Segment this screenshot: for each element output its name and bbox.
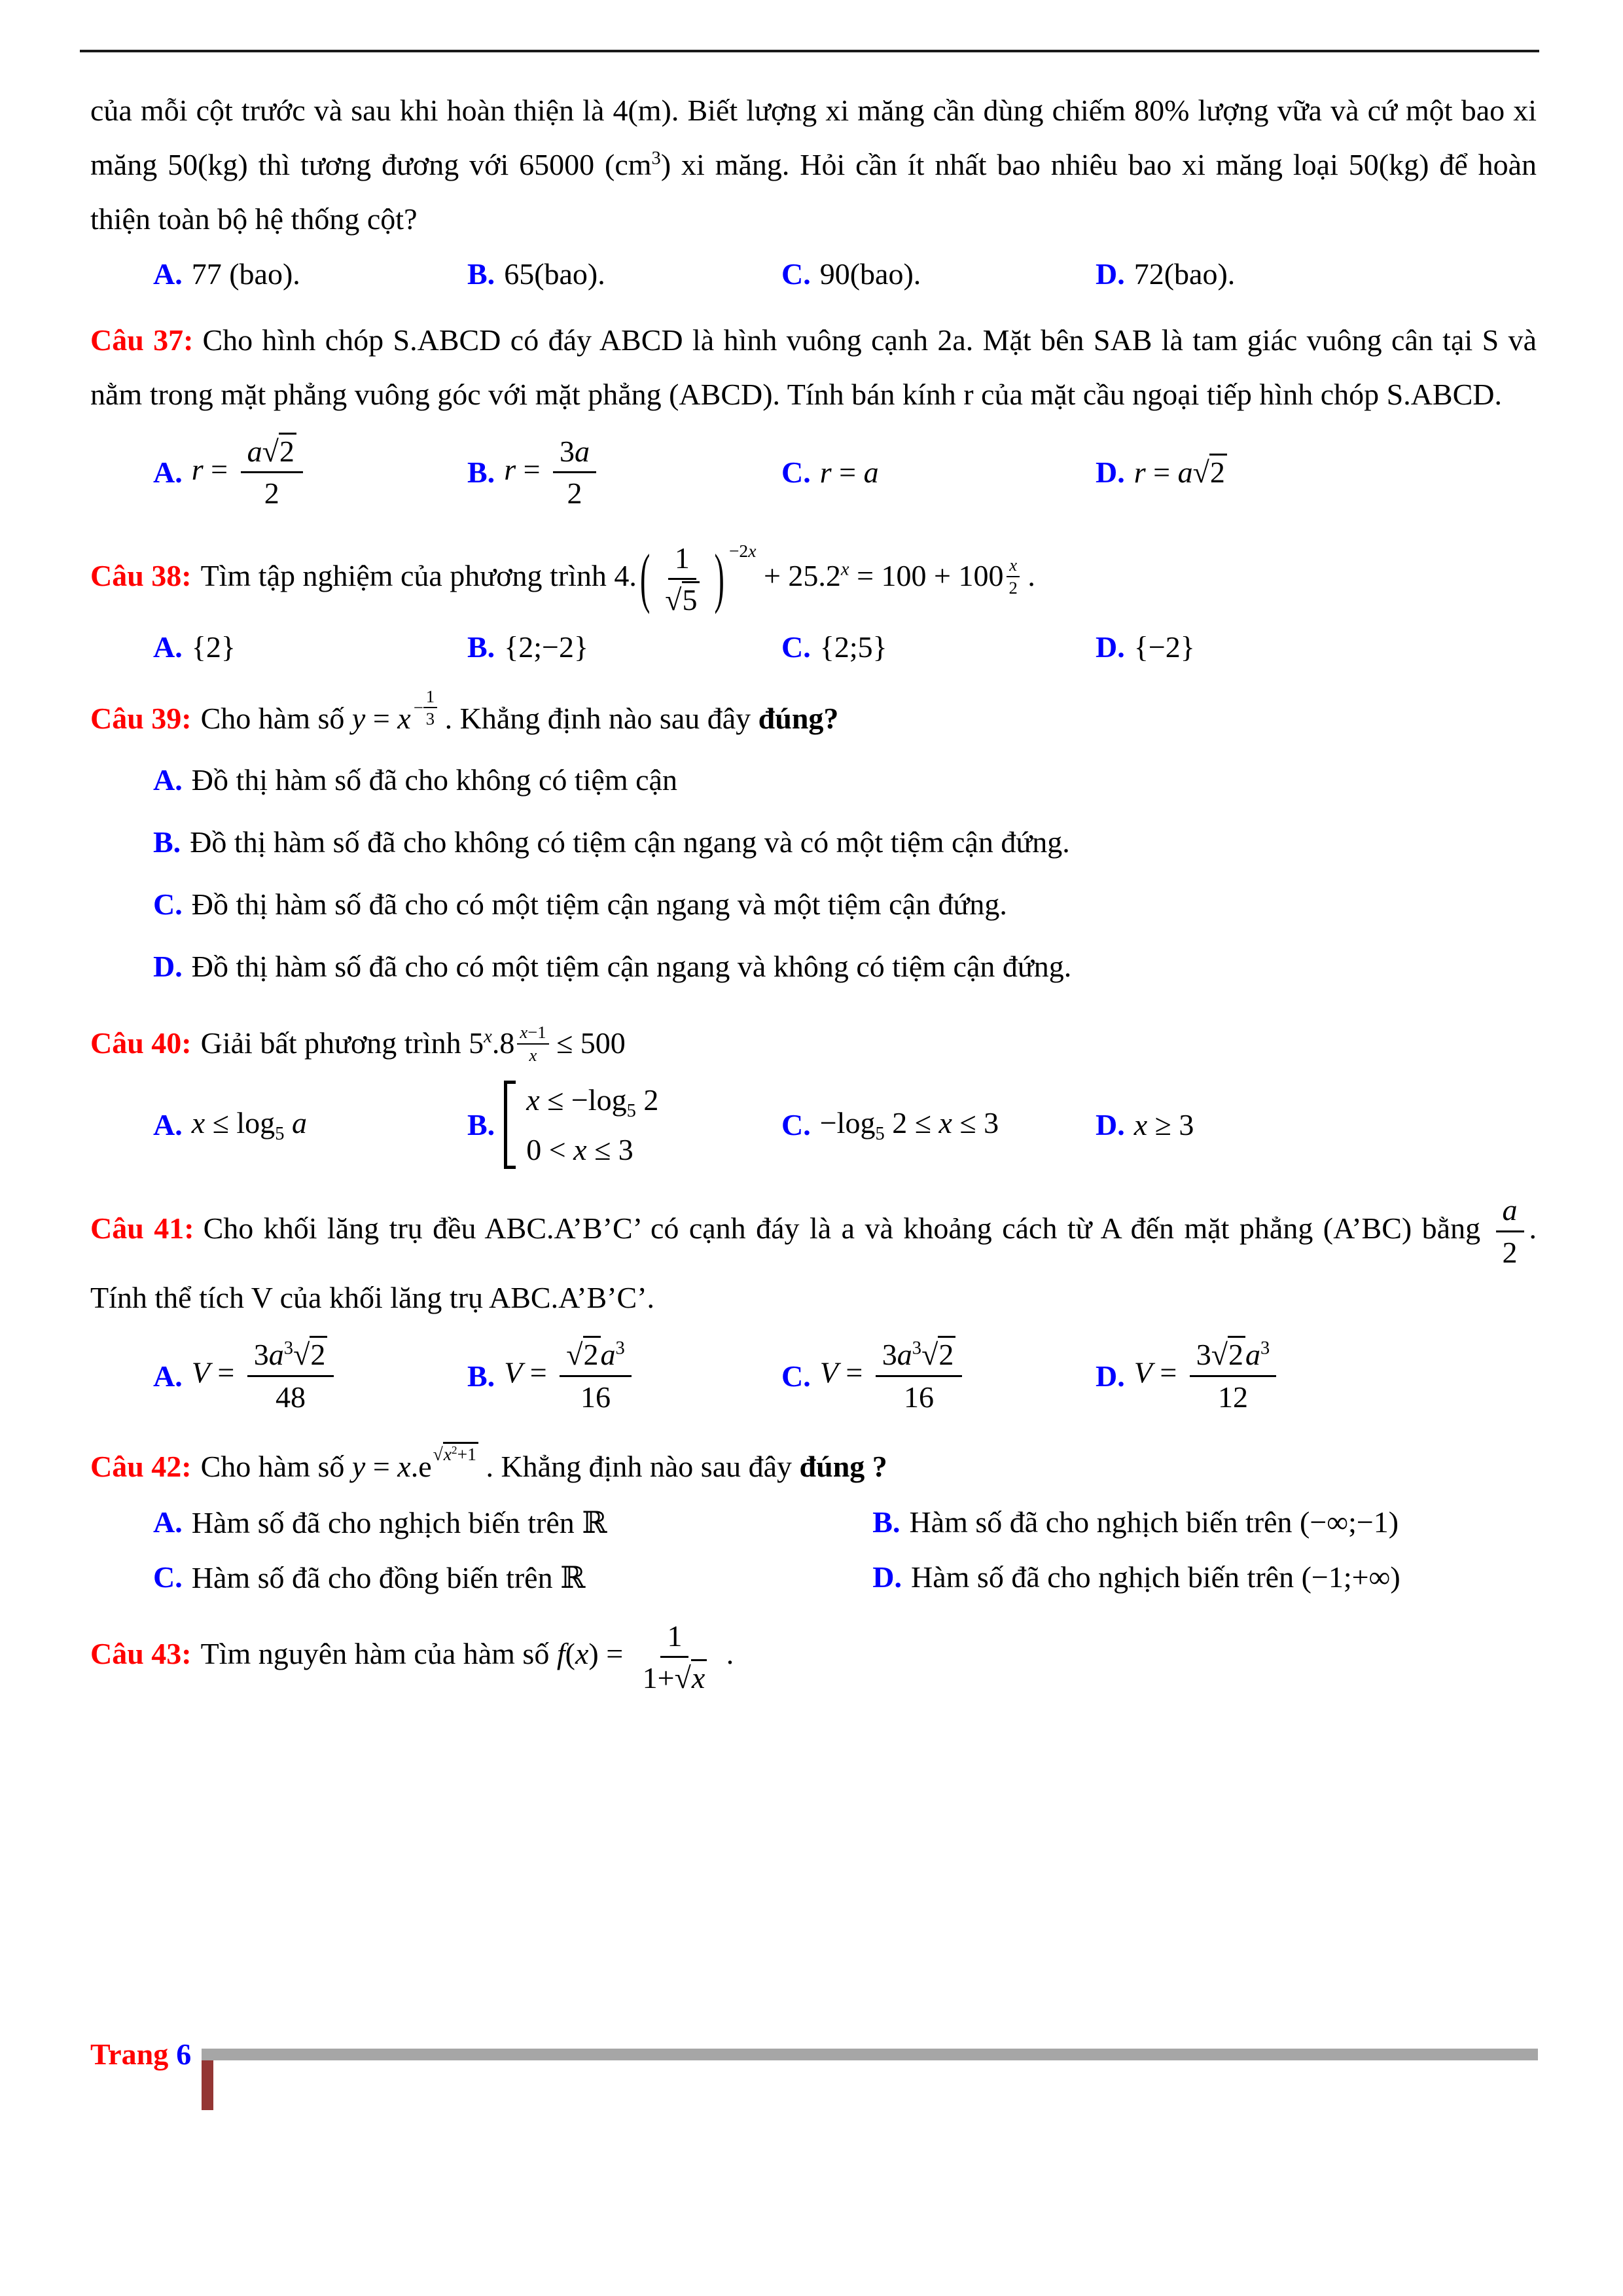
question-text — [90, 687, 1537, 746]
option-text: Đồ thị hàm số đã cho có một tiệm cận ngang và một tiệm cận đứng. — [191, 887, 1007, 921]
option-letter: D. — [1096, 1359, 1125, 1393]
intro-options-row — [153, 257, 1537, 291]
option-letter: B. — [467, 1359, 495, 1393]
footer-divider-bar — [202, 2049, 1538, 2060]
option-d — [1096, 1336, 1537, 1416]
intro-paragraph: của mỗi cột trước và sau khi hoàn thiện là 4(m). Biết lượng xi măng cần dùng chiếm 80% lượng vữa và cứ một bao xi măng 50(kg) thì tương đương với 65000 $(cm^3)$ xi măng. Hỏi cần ít nhất bao nhiêu bao xi măng loại 50(kg) để hoàn thiện toàn bộ hệ thống cột? — [90, 94, 1537, 236]
question-body: Tìm tập nghiệm của phương trình 4. ( 1 √ 5 ) $^{-2x} + 25.2^x = 100 + 100$ x 2 . — [201, 559, 1035, 592]
option-letter: A. — [153, 1108, 183, 1142]
option-c — [781, 1105, 1096, 1145]
option-text: r = $\frac{a √ 2}{2}$ — [192, 433, 308, 512]
question-text — [90, 314, 1537, 422]
option-letter: A. — [153, 763, 183, 797]
question-text — [90, 1438, 1537, 1494]
question-body: Cho hàm số y = x.e √ $^{x^2+1}$ . Khẳng định nào sau đây đúng ? — [201, 1450, 887, 1483]
option-text: $x \le \log_5 a$ — [191, 1105, 307, 1144]
option-c — [781, 455, 1096, 490]
footer-page-number: 6 — [176, 2037, 192, 2071]
option-letter: D. — [153, 949, 183, 983]
question-39 — [90, 687, 1537, 994]
question-label: Câu 37: — [90, 323, 194, 357]
option-text: 77 (bao). — [191, 257, 300, 291]
option-letter: B. — [467, 1108, 495, 1142]
option-c — [153, 1560, 872, 1595]
option-text: r = a — [819, 456, 879, 490]
option-letter: A. — [153, 1359, 183, 1393]
option-b — [467, 630, 781, 664]
options-row — [153, 1336, 1537, 1416]
option-letter: B. — [153, 825, 181, 859]
question-label: Câu 38: — [90, 559, 192, 593]
option-letter: B. — [467, 257, 495, 291]
options-grid — [153, 1505, 1537, 1595]
option-d — [1096, 1107, 1537, 1142]
option-b — [467, 433, 781, 512]
question-label: Câu 42: — [90, 1450, 192, 1484]
option-b — [467, 1081, 781, 1169]
option-a — [153, 630, 467, 664]
question-41 — [90, 1191, 1537, 1416]
option-text: r = $\frac{3a}{2}$ — [504, 433, 601, 512]
option-text: x ≥ 3 — [1133, 1108, 1194, 1142]
option-text: Đồ thị hàm số đã cho không có tiệm cận ngang và có một tiệm cận đứng. — [190, 825, 1070, 859]
option-letter: D. — [1096, 257, 1125, 291]
question-text — [90, 1617, 1537, 1697]
option-letter: A. — [153, 257, 183, 291]
options-row — [153, 433, 1537, 512]
option-letter: C. — [781, 456, 811, 490]
option-letter: B. — [467, 456, 495, 490]
option-text: Đồ thị hàm số đã cho không có tiệm cận — [191, 763, 677, 797]
option-text: Hàm số đã cho nghịch biến trên (−1;+∞) — [911, 1560, 1400, 1594]
question-label: Câu 39: — [90, 701, 192, 735]
question-text — [90, 1016, 1537, 1071]
question-body: Cho khối lăng trụ đều ABC.A’B’C’ có cạnh đáy là a và khoảng cách từ A đến mặt phẳng (A’BC) bằng $\frac{a}{2}$ . Tính thể tích V của khối lăng trụ ABC.A’B’C’. — [90, 1211, 1537, 1314]
option-a — [153, 1505, 872, 1540]
header-rule — [80, 50, 1539, 52]
option-letter: D. — [1096, 456, 1125, 490]
footer-page-label: Trang — [90, 2037, 169, 2071]
option-a — [153, 1105, 467, 1145]
option-text: V = √ $\frac{2a^3}{16}$ — [504, 1336, 637, 1416]
option-text: 90(bao). — [819, 257, 921, 291]
option-text: {2;5} — [819, 630, 887, 664]
option-a — [153, 1336, 467, 1416]
option-text: Hàm số đã cho nghịch biến trên (−∞;−1) — [909, 1505, 1399, 1539]
option-letter: C. — [153, 887, 183, 921]
question-text — [90, 535, 1537, 619]
question-40 — [90, 1016, 1537, 1170]
option-text: $-\log_5$ 2 ≤ x ≤ 3 — [819, 1105, 999, 1144]
option-letter: C. — [781, 1359, 811, 1393]
option-letter: B. — [467, 630, 495, 664]
option-d — [1096, 455, 1537, 490]
option-c — [781, 257, 1096, 291]
question-label: Câu 43: — [90, 1637, 192, 1671]
option-letter: D. — [872, 1560, 902, 1594]
option-letter: A. — [153, 1505, 183, 1539]
question-body: Cho hình chóp S.ABCD có đáy ABCD là hình vuông cạnh 2a. Mặt bên SAB là tam giác vuông cân tại S và nằm trong mặt phẳng vuông góc với mặt phẳng (ABCD). Tính bán kính r của mặt cầu ngoại tiếp hình chóp S.ABCD. — [90, 323, 1537, 412]
option-d — [872, 1560, 1537, 1594]
option-b — [467, 257, 781, 291]
question-43 — [90, 1617, 1537, 1697]
option-letter: D. — [1096, 1108, 1125, 1142]
question-42 — [90, 1438, 1537, 1595]
question-body: Cho hàm số y = x − 1 3 . Khẳng định nào sau đây đúng? — [200, 686, 839, 735]
option-letter: C. — [781, 257, 811, 291]
question-body: Giải bất phương trình 5$^x$.8 x−1 x ≤ 500 — [200, 1022, 626, 1065]
options-row — [153, 1081, 1537, 1169]
option-text: {2} — [191, 630, 236, 664]
option-letter: A. — [153, 630, 183, 664]
option-b — [872, 1505, 1537, 1539]
option-letter: C. — [781, 630, 811, 664]
question-label: Câu 40: — [90, 1026, 192, 1060]
options-row — [153, 630, 1537, 664]
option-letter: A. — [153, 456, 183, 490]
option-d — [1096, 257, 1537, 291]
option-text: {−2} — [1133, 630, 1195, 664]
question-text — [90, 1191, 1537, 1325]
option-a — [153, 433, 467, 512]
option-text: Hàm số đã cho nghịch biến trên ℝ — [191, 1505, 607, 1539]
option-text: V = $\frac{3 √ 2a^3}{12}$ — [1134, 1336, 1282, 1416]
option-letter: B. — [872, 1505, 901, 1539]
option-b — [467, 1336, 781, 1416]
option-text: Hàm số đã cho đồng biến trên ℝ — [191, 1560, 586, 1594]
question-37 — [90, 314, 1537, 512]
option-text: Đồ thị hàm số đã cho có một tiệm cận ngang và không có tiệm cận đứng. — [191, 949, 1072, 983]
option-b — [153, 816, 1537, 870]
option-c — [781, 630, 1096, 664]
option-text: {2;−2} — [504, 630, 589, 664]
option-text: r = a √ 2 — [1134, 455, 1227, 490]
page-footer — [90, 2037, 1538, 2072]
page-content — [90, 84, 1537, 1697]
option-c — [153, 878, 1537, 932]
options-list — [153, 753, 1537, 994]
question-38 — [90, 535, 1537, 664]
option-text: 65(bao). — [504, 257, 605, 291]
option-letter: D. — [1096, 630, 1125, 664]
option-letter: C. — [781, 1108, 811, 1142]
option-letter: C. — [153, 1560, 183, 1594]
question-label: Câu 41: — [90, 1211, 194, 1245]
option-c — [781, 1336, 1096, 1416]
option-text: V = $\frac{3a^3 √ 2}{16}$ — [820, 1336, 968, 1416]
option-text: V = $\frac{3a^3 √ 2}{48}$ — [192, 1336, 340, 1416]
option-d — [1096, 630, 1537, 664]
option-text: $x \le -\log_5$ 2 0 < x ≤ 3 — [504, 1081, 658, 1169]
footer-accent-bar — [202, 2060, 213, 2110]
question-body: Tìm nguyên hàm của hàm số f(x) = $\frac{1}{1+ √ x}$ . — [201, 1637, 734, 1670]
option-text: 72(bao). — [1133, 257, 1236, 291]
option-a — [153, 753, 1537, 808]
option-a — [153, 257, 467, 291]
option-d — [153, 940, 1537, 994]
